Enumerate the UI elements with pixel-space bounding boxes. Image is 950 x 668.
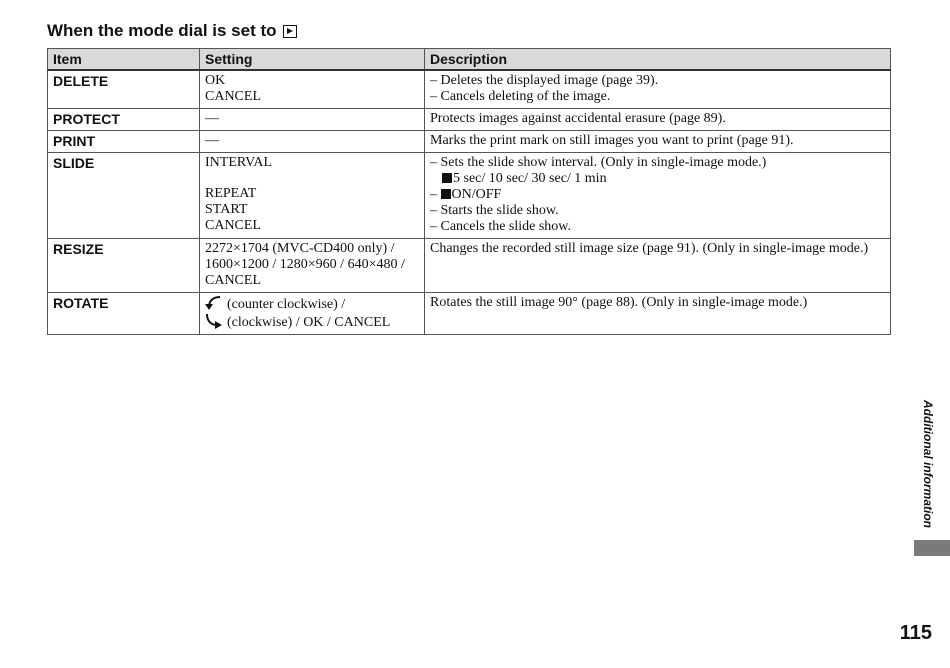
description-cell (425, 70, 891, 109)
description-line: – Cancels the slide show. (430, 219, 572, 234)
table-row (48, 70, 891, 109)
description-line: – Cancels deleting of the image. (430, 89, 611, 104)
page-number: 115 (899, 622, 932, 644)
setting-value: CANCEL (205, 273, 261, 288)
setting-value (205, 295, 419, 313)
column-header-description: Description (425, 49, 891, 71)
description-line: – Starts the slide show. (430, 203, 559, 218)
description-line: Marks the print mark on still images you want to print (page 91). (430, 133, 794, 148)
setting-cell (200, 153, 425, 239)
setting-cell (200, 239, 425, 293)
table-row (48, 293, 891, 335)
dash: – (430, 187, 441, 202)
section-tab-marker (914, 540, 950, 556)
setting-value: CANCEL (205, 218, 261, 233)
section-tab-label: Additional information (921, 400, 935, 528)
playback-icon (283, 25, 297, 38)
setting-value: INTERVAL (205, 155, 273, 170)
setting-value: OK (205, 73, 226, 88)
setting-value: 2272×1704 (MVC-CD400 only) / (205, 241, 395, 256)
table-row (48, 109, 891, 131)
item-cell: DELETE (48, 70, 200, 109)
description-cell (425, 293, 891, 335)
setting-value: REPEAT (205, 186, 257, 201)
setting-value: 1600×1200 / 1280×960 / 640×480 / (205, 257, 405, 272)
description-line (430, 171, 885, 187)
repeat-options: ON/OFF (451, 187, 502, 202)
description-line (430, 187, 885, 203)
table-header-row (48, 49, 891, 71)
column-header-setting: Setting (200, 49, 425, 71)
black-square-icon (441, 189, 451, 199)
section-heading-text: When the mode dial is set to (47, 21, 277, 40)
table-row (48, 153, 891, 239)
description-line: – Sets the slide show interval. (Only in single-image mode.) (430, 155, 767, 170)
description-cell (425, 109, 891, 131)
setting-cell (200, 109, 425, 131)
description-cell (425, 153, 891, 239)
menu-settings-table (47, 48, 891, 335)
rotate-counterclockwise-icon (205, 295, 223, 311)
description-cell (425, 131, 891, 153)
description-line: Protects images against accidental erasure (page 89). (430, 111, 726, 126)
setting-value (205, 313, 419, 331)
rotate-ccw-label: (counter clockwise) / (227, 297, 346, 312)
setting-cell (200, 70, 425, 109)
rotate-cw-label: (clockwise) / OK / CANCEL (227, 315, 391, 330)
item-cell: PROTECT (48, 109, 200, 131)
table-row (48, 131, 891, 153)
setting-value: — (205, 111, 219, 126)
setting-value: — (205, 133, 219, 148)
description-line: – Deletes the displayed image (page 39). (430, 73, 659, 88)
interval-options: 5 sec/ 10 sec/ 30 sec/ 1 min (453, 171, 607, 186)
description-cell (425, 239, 891, 293)
item-cell: SLIDE (48, 153, 200, 239)
setting-value: START (205, 202, 248, 217)
column-header-item: Item (48, 49, 200, 71)
table-row (48, 239, 891, 293)
setting-cell (200, 131, 425, 153)
item-cell: PRINT (48, 131, 200, 153)
setting-value: CANCEL (205, 89, 261, 104)
rotate-clockwise-icon (205, 313, 223, 329)
section-tab (912, 400, 935, 535)
setting-cell (200, 293, 425, 335)
black-square-icon (442, 173, 452, 183)
description-line: Changes the recorded still image size (page 91). (Only in single-image mode.) (430, 241, 869, 256)
item-cell: ROTATE (48, 293, 200, 335)
description-line: Rotates the still image 90° (page 88). (Only in single-image mode.) (430, 295, 808, 310)
item-cell: RESIZE (48, 239, 200, 293)
section-heading (47, 20, 297, 42)
